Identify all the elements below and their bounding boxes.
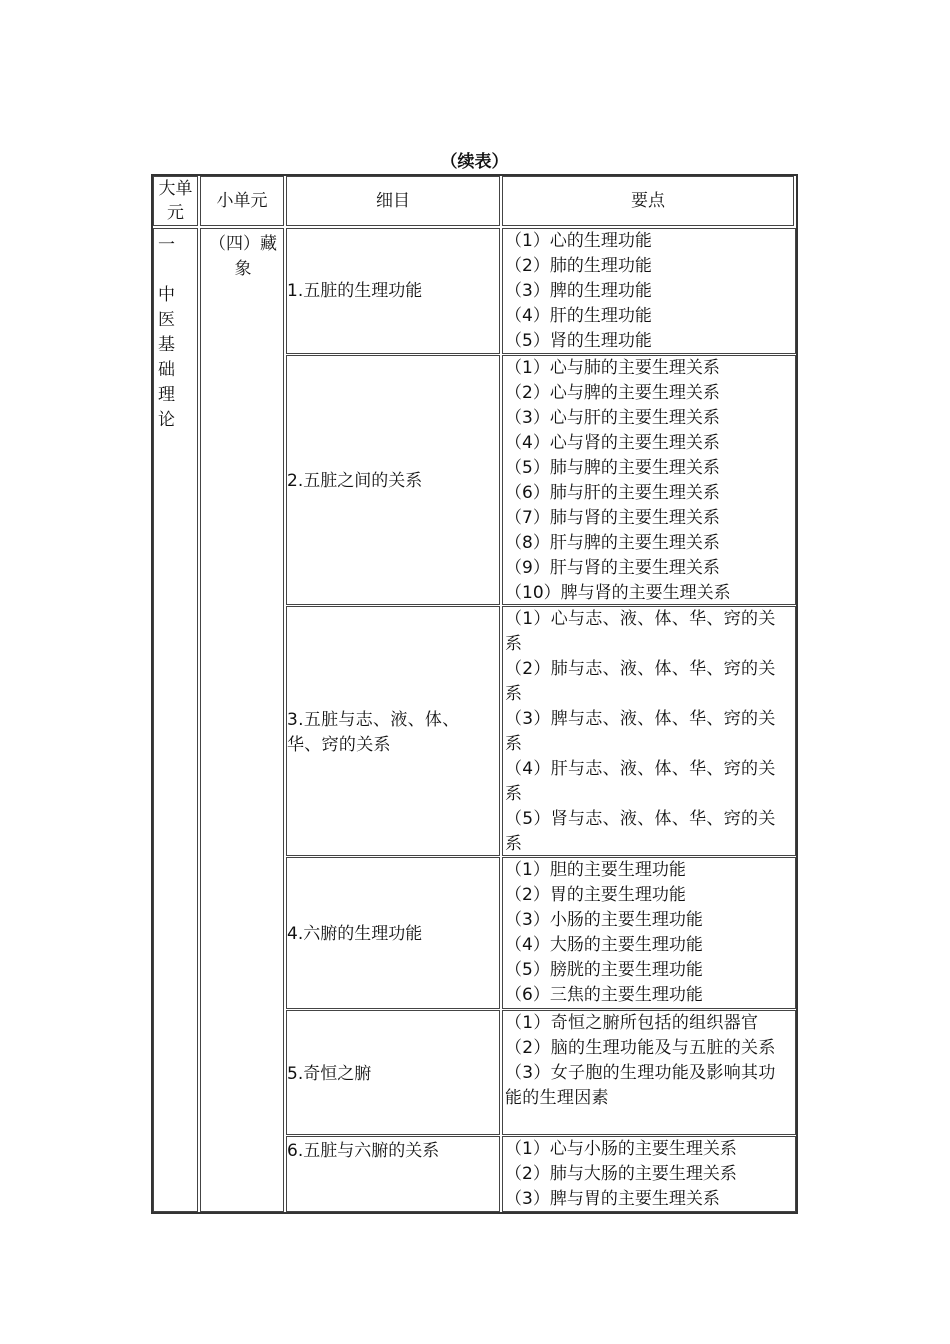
list-item: （2）心与脾的主要生理关系 [505, 383, 720, 403]
list-item: （4）心与肾的主要生理关系 [505, 433, 720, 453]
list-item: （9）肝与肾的主要生理关系 [505, 558, 720, 578]
list-item: （6）三焦的主要生理功能 [505, 985, 703, 1005]
header-cell-points [502, 176, 794, 226]
item-cell-2 [286, 355, 500, 605]
list-item: （2）脑的生理功能及与五脏的关系 [505, 1038, 776, 1058]
points-cell-4 [502, 857, 796, 1009]
list-item: （3）女子胞的生理功能及影响其功能的生理因素 [505, 1063, 776, 1108]
unit-text [158, 233, 182, 433]
list-item: （1）心的生理功能 [505, 231, 652, 251]
list-item: （3）脾与胃的主要生理关系 [505, 1189, 720, 1209]
list-item: （3）脾与志、液、体、华、窍的关系 [505, 709, 776, 754]
item-text: 1.五脏的生理功能 [287, 281, 423, 301]
list-item: （2）肺的生理功能 [505, 256, 652, 276]
header-label-points: 要点 [631, 190, 665, 211]
points-cell-6 [502, 1136, 796, 1212]
header-label-subunit: 小单元 [216, 190, 268, 211]
list-item: （2）肺与志、液、体、华、窍的关系 [505, 659, 776, 704]
list-item: （1）胆的主要生理功能 [505, 860, 686, 880]
unit-name-char: 医 [158, 310, 175, 330]
points-cell-3 [502, 606, 796, 856]
list-item: （3）小肠的主要生理功能 [505, 910, 703, 930]
list-item: （5）肺与脾的主要生理关系 [505, 458, 720, 478]
list-item: （3）脾的生理功能 [505, 281, 652, 301]
item-cell-4 [286, 857, 500, 1009]
list-item: （1）心与肺的主要生理关系 [505, 358, 720, 378]
item-cell-5 [286, 1010, 500, 1135]
item-cell-6 [286, 1136, 500, 1212]
subunit-cell [200, 228, 284, 1212]
header-label-unit: 大单元 [158, 179, 193, 223]
list-item: （1）心与小肠的主要生理关系 [505, 1139, 737, 1159]
item-text: 2.五脏之间的关系 [287, 471, 423, 491]
header-cell-subunit [200, 176, 284, 226]
table-caption: （续表） [440, 152, 509, 172]
item-text: 4.六腑的生理功能 [287, 924, 423, 944]
unit-name-char: 论 [158, 410, 175, 430]
list-item: （4）肝与志、液、体、华、窍的关系 [505, 759, 776, 804]
list-item: （2）肺与大肠的主要生理关系 [505, 1164, 737, 1184]
item-cell-3 [286, 606, 500, 856]
list-item: （7）肺与肾的主要生理关系 [505, 508, 720, 528]
list-item: （2）胃的主要生理功能 [505, 885, 686, 905]
header-cell-unit [153, 176, 198, 226]
item-text: 5.奇恒之腑 [287, 1064, 372, 1084]
header-cell-item [286, 176, 500, 226]
unit-name-char: 中 [158, 285, 175, 305]
list-item: （3）心与肝的主要生理关系 [505, 408, 720, 428]
list-item: （5）肾与志、液、体、华、窍的关系 [505, 809, 776, 854]
list-item: （6）肺与肝的主要生理关系 [505, 483, 720, 503]
list-item: （5）肾的生理功能 [505, 331, 652, 351]
item-text: 3.五脏与志、液、体、华、窍的关系 [287, 710, 460, 755]
unit-number: 一 [158, 235, 175, 255]
unit-name-char: 础 [158, 360, 175, 380]
list-item: （1）心与志、液、体、华、窍的关系 [505, 609, 776, 654]
list-item: （4）大肠的主要生理功能 [505, 935, 703, 955]
list-item: （1）奇恒之腑所包括的组织器官 [505, 1013, 759, 1033]
item-cell-1 [286, 228, 500, 354]
unit-cell [153, 228, 198, 1212]
subunit-text: （四）藏象 [209, 234, 277, 279]
points-cell-1 [502, 228, 796, 354]
header-label-item: 细目 [376, 190, 410, 211]
item-text: 6.五脏与六腑的关系 [287, 1141, 440, 1161]
list-item: （5）膀胱的主要生理功能 [505, 960, 703, 980]
unit-name-char: 理 [158, 385, 175, 405]
list-item: （8）肝与脾的主要生理关系 [505, 533, 720, 553]
list-item: （10）脾与肾的主要生理关系 [505, 583, 731, 603]
points-cell-2 [502, 355, 796, 605]
unit-name-char: 基 [158, 335, 175, 355]
list-item: （4）肝的生理功能 [505, 306, 652, 326]
points-cell-5 [502, 1010, 796, 1135]
